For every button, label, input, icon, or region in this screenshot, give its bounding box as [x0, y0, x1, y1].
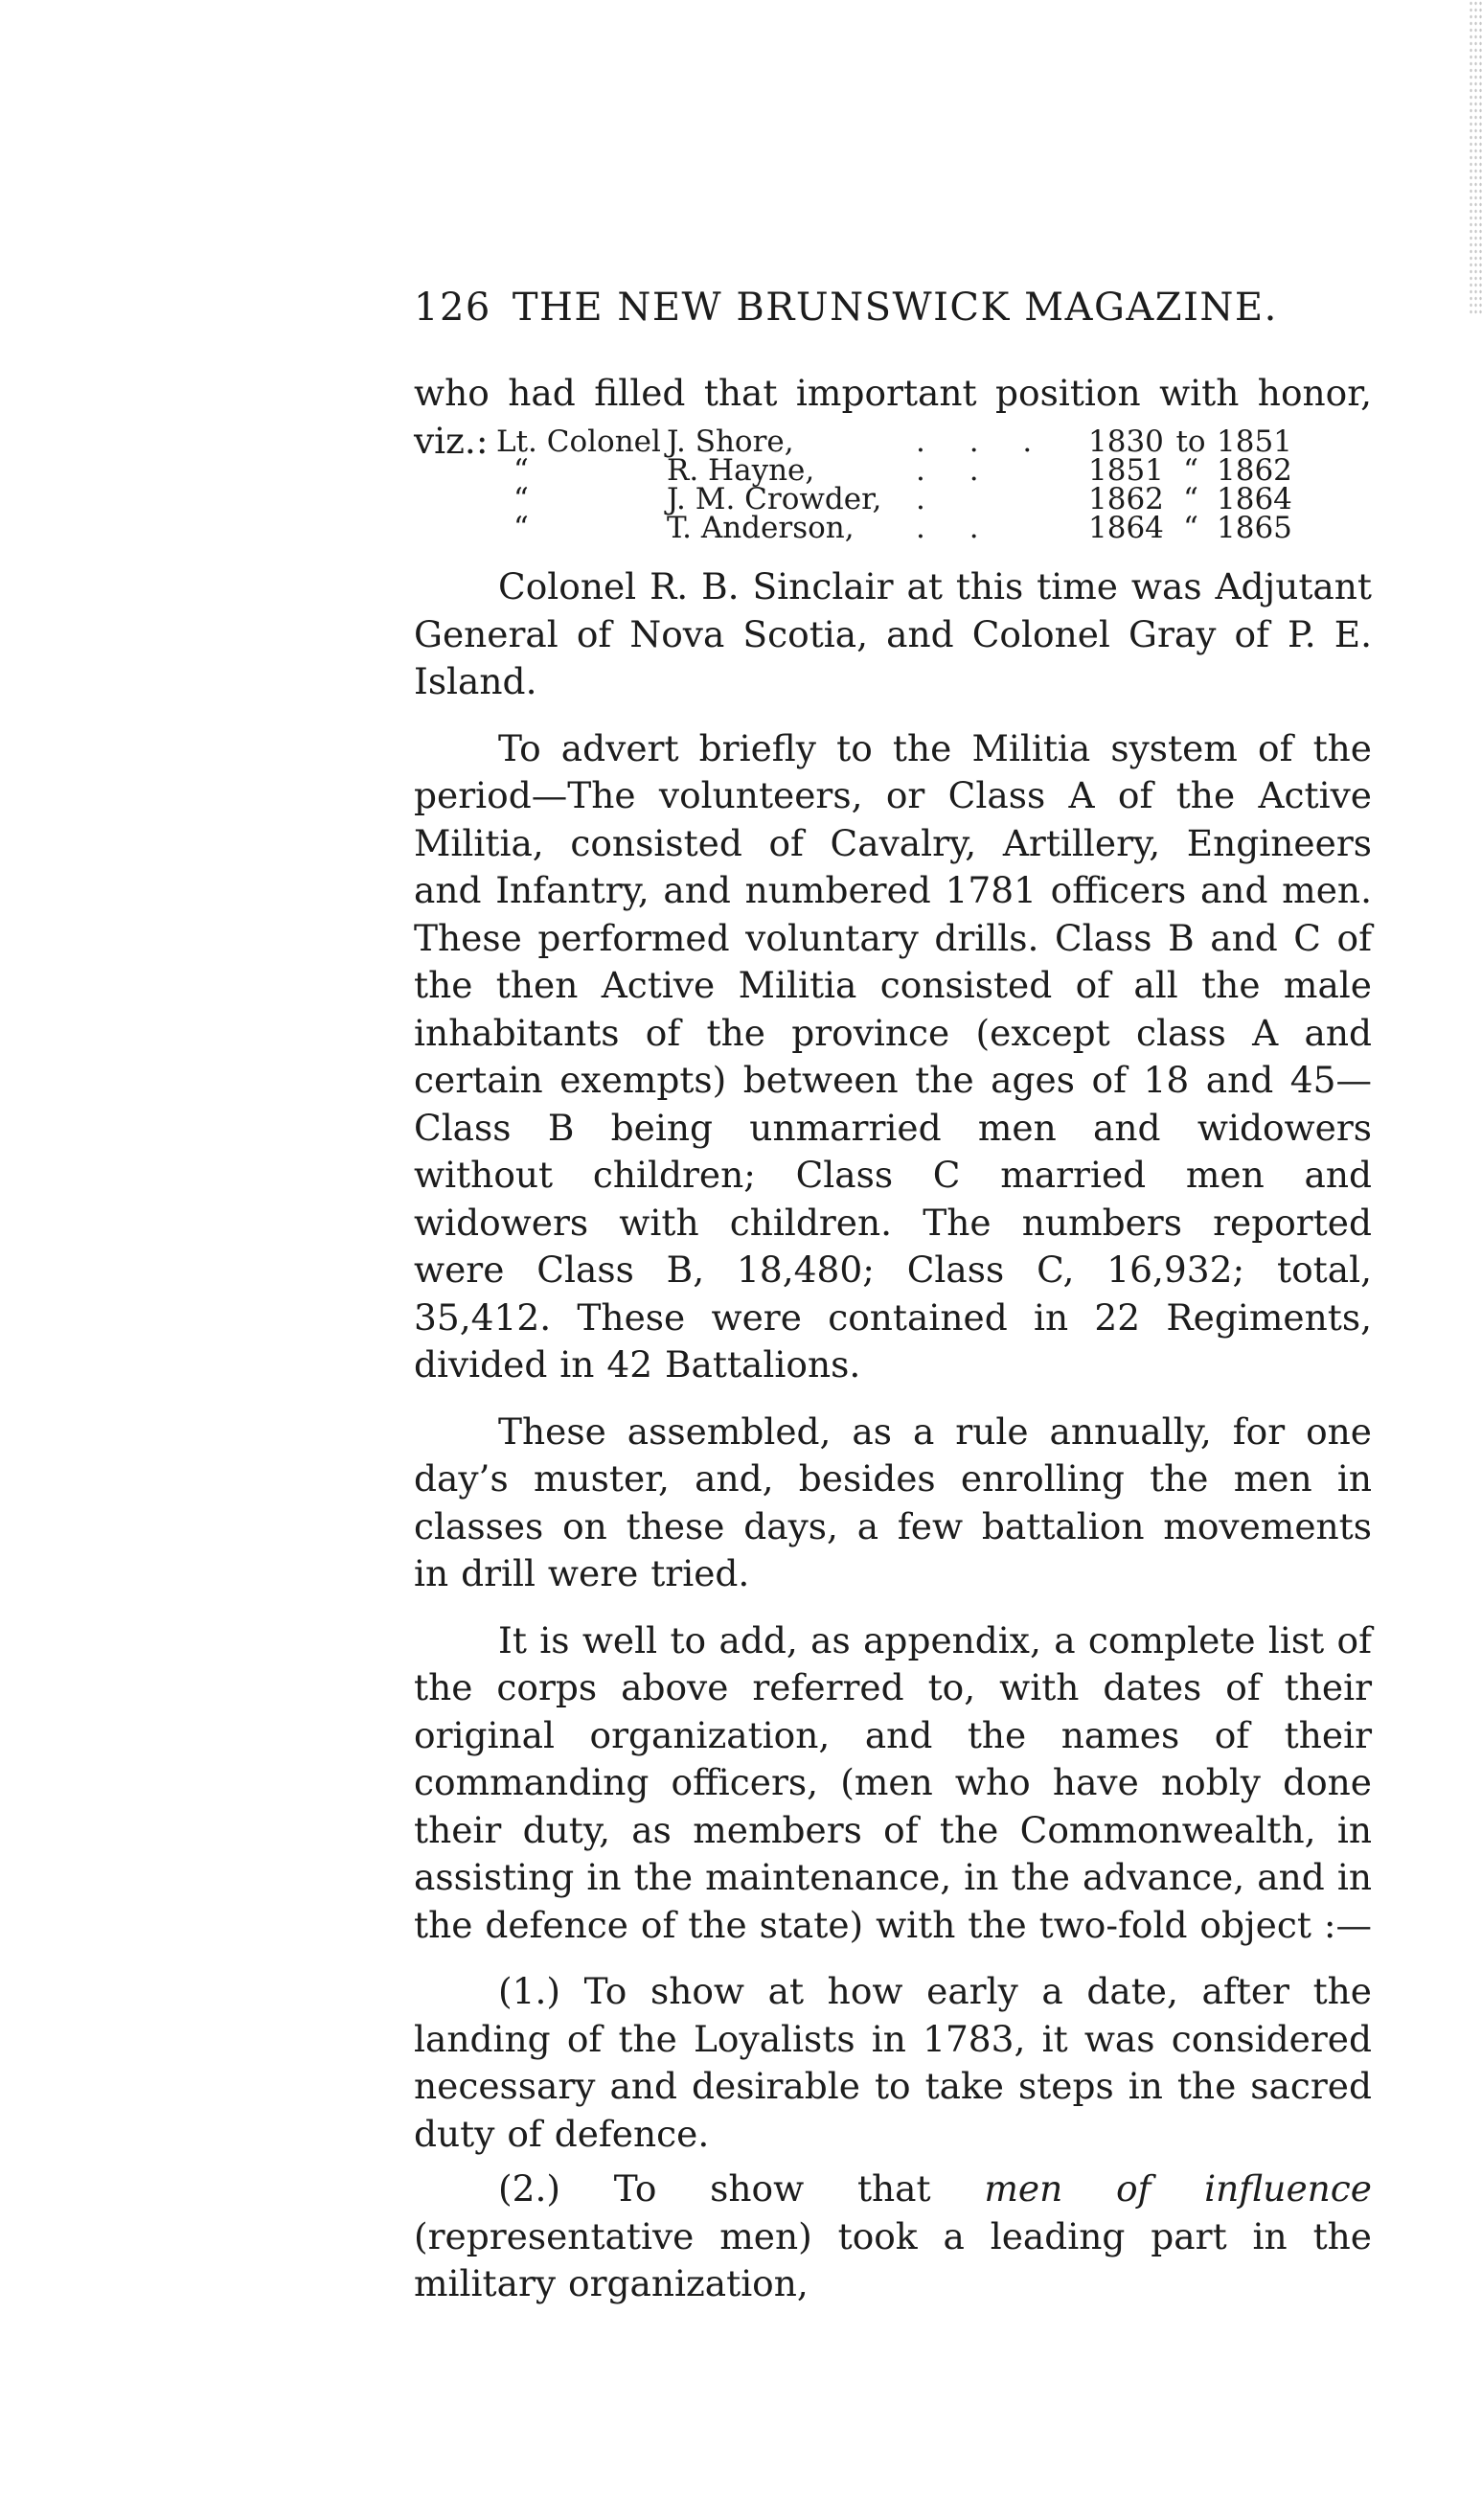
officer-rank: Lt. Colonel: [496, 424, 661, 459]
page-number: 126: [414, 286, 491, 330]
page-edge-speckle: [1469, 0, 1482, 316]
adjutant-list: [496, 424, 1293, 545]
paragraph-militia-system: To advert briefly to the Militia system of the period—The volunteers, or Class A of the Active Militia, consisted of Cavalry, Artillery, Engineers and Infantry, and numbered 1781 officers and men. These performed voluntary drills. Class B and C of the then Active Militia consisted of all the male inhabitants of the province (except class A and certain exempts) between the ages of 18 and 45—Class B being unmarried men and widowers without children; Class C married men and widowers with children. The numbers reported were Class B, 18,480; Class C, 16,932; total, 35,412. These were contained in 22 Regiments, divided in 42 Battalions.: [414, 726, 1372, 1386]
leader-dots: . . .: [916, 424, 1050, 459]
year-to: 1851: [1217, 424, 1292, 459]
leader-dots: . .: [916, 453, 996, 488]
officer-name-cell: [667, 453, 916, 488]
magazine-title: THE NEW BRUNSWICK MAGAZINE.: [512, 286, 1278, 330]
year-from: 1864: [1088, 511, 1164, 545]
year-from-cell: [1088, 424, 1165, 459]
leader-dots: . .: [916, 511, 996, 545]
running-header: [414, 286, 1278, 330]
year-separator: “: [1183, 482, 1198, 516]
body-text: [414, 563, 1372, 2308]
year-from-cell: [1088, 482, 1165, 516]
officer-row: [496, 456, 1293, 485]
officer-row: [496, 514, 1293, 542]
year-separator: to: [1175, 424, 1206, 459]
year-to: 1862: [1217, 453, 1292, 488]
intro-line: who had filled that important position with honor, viz.:: [414, 372, 1372, 462]
year-from-cell: [1088, 511, 1165, 545]
year-from: 1851: [1088, 453, 1164, 488]
officer-rank: “: [513, 482, 529, 516]
year-separator-cell: [1165, 424, 1217, 459]
officer-rank-cell: [496, 424, 667, 459]
officer-rank-cell: [496, 482, 667, 516]
paragraph-muster: These assembled, as a rule annually, for one day’s muster, and, besides enrolling the men in classes on these days, a few battalion movements in drill were tried.: [414, 1409, 1372, 1594]
paragraph-object-1: (1.) To show at how early a date, after the landing of the Loyalists in 1783, it was considered necessary and desirable to take steps in the sacred duty of defence.: [414, 1970, 1372, 2155]
object-2-italic: men of influence: [984, 2167, 1372, 2210]
year-to: 1864: [1217, 482, 1292, 516]
leader-dots-cell: [916, 453, 1088, 488]
paragraph-appendix: It is well to add, as appendix, a complete list of the corps above referred to, with dates of their original organization, and the names of their commanding officers, (men who have nobly done their duty, as members of the Commonwealth, in assisting in the maintenance, in the advance, and in the defence of the state) with the two-fold object :—: [414, 1618, 1372, 1946]
year-separator: “: [1183, 453, 1198, 488]
leader-dots: .: [916, 482, 943, 516]
officer-name-cell: [667, 482, 916, 516]
year-from: 1862: [1088, 482, 1164, 516]
officer-name: T. Anderson,: [667, 511, 855, 545]
officer-row: [496, 485, 1293, 514]
year-to-cell: [1217, 453, 1293, 488]
year-to-cell: [1217, 482, 1293, 516]
officer-rank-cell: [496, 511, 667, 545]
object-2-start: (2.) To show that: [498, 2167, 985, 2210]
year-separator-cell: [1165, 453, 1217, 488]
paragraph-sinclair: Colonel R. B. Sinclair at this time was Adjutant General of Nova Scotia, and Colonel Gray of P. E. Island.: [414, 565, 1372, 702]
officer-row: [496, 427, 1293, 456]
year-to-cell: [1217, 511, 1293, 545]
year-separator-cell: [1165, 511, 1217, 545]
paragraph-object-2: [414, 2165, 1372, 2308]
year-separator: “: [1183, 511, 1198, 545]
leader-dots-cell: [916, 482, 1088, 516]
officer-name: J. Shore,: [667, 424, 794, 459]
officer-rank: “: [513, 511, 529, 545]
year-from-cell: [1088, 453, 1165, 488]
leader-dots-cell: [916, 511, 1088, 545]
leader-dots-cell: [916, 424, 1088, 459]
year-to: 1865: [1217, 511, 1292, 545]
officer-rank: “: [513, 453, 529, 488]
officer-name: J. M. Crowder,: [667, 482, 882, 516]
officer-name-cell: [667, 511, 916, 545]
year-from: 1830: [1088, 424, 1164, 459]
officer-name: R. Hayne,: [667, 453, 815, 488]
year-separator-cell: [1165, 482, 1217, 516]
object-2-end: (representative men) took a leading part in the military organization,: [414, 2214, 1372, 2304]
officer-name-cell: [667, 424, 916, 459]
year-to-cell: [1217, 424, 1293, 459]
officer-rank-cell: [496, 453, 667, 488]
